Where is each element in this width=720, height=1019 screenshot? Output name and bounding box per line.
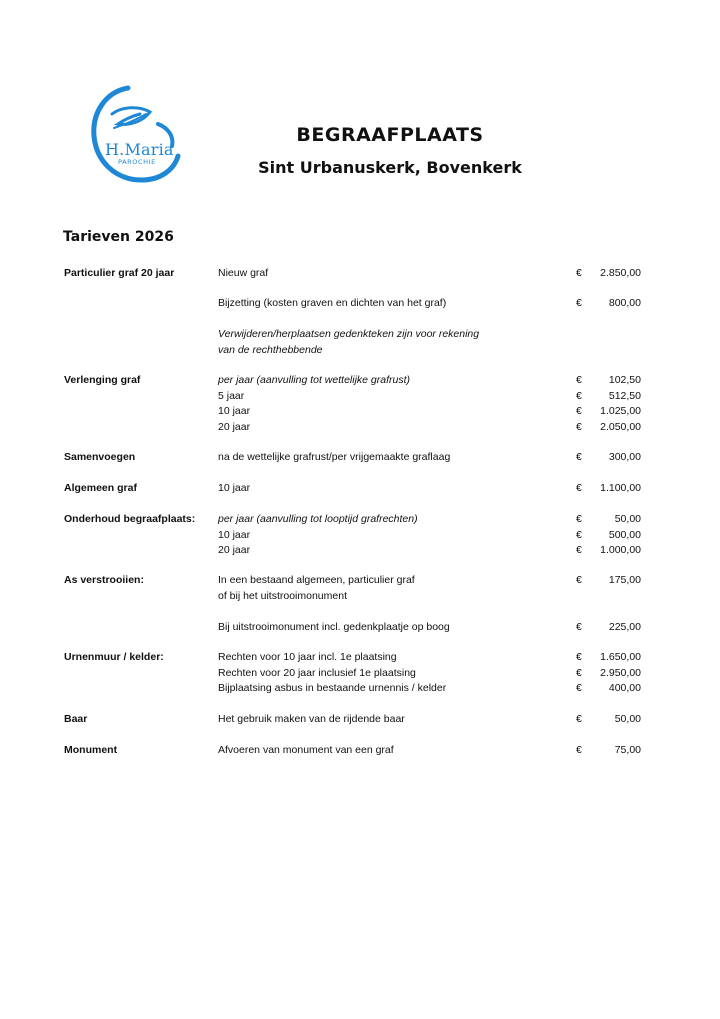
- row-amount: 512,50: [608, 390, 641, 402]
- row-amount: 102,50: [608, 374, 641, 386]
- row-description: Nieuw graf: [218, 267, 269, 279]
- table-row: [0, 711, 720, 727]
- row-description: Afvoeren van monument van een graf: [218, 744, 394, 756]
- row-amount: 2.950,00: [600, 667, 641, 679]
- table-row: [0, 527, 720, 543]
- parish-logo-icon: [88, 84, 184, 184]
- row-description: Verwijderen/herplaatsen gedenkteken zijn voor rekening: [218, 328, 480, 340]
- row-label: Verlenging graf: [64, 374, 141, 386]
- table-row: [0, 265, 720, 281]
- row-amount: 800,00: [608, 297, 641, 309]
- row-description: Bij uitstrooimonument incl. gedenkplaatje op boog: [218, 621, 450, 633]
- page-subtitle: Sint Urbanuskerk, Bovenkerk: [258, 158, 522, 177]
- table-row: [0, 449, 720, 465]
- table-row: [0, 542, 720, 558]
- row-currency: €: [576, 574, 582, 586]
- row-currency: €: [576, 390, 582, 402]
- row-label: Algemeen graf: [64, 482, 137, 494]
- logo-text: H.Maria: [105, 140, 174, 159]
- table-row: [0, 572, 720, 588]
- row-currency: €: [576, 482, 582, 494]
- table-row: [0, 372, 720, 388]
- row-currency: €: [576, 421, 582, 433]
- row-label: Samenvoegen: [64, 451, 136, 463]
- row-description: of bij het uitstrooimonument: [218, 590, 347, 602]
- row-description: Het gebruik maken van de rijdende baar: [218, 713, 405, 725]
- row-description: 20 jaar: [218, 421, 251, 433]
- row-currency: €: [576, 713, 582, 725]
- row-description: Bijplaatsing asbus in bestaande urnennis / kelder: [218, 682, 447, 694]
- row-label: Baar: [64, 713, 88, 725]
- row-currency: €: [576, 405, 582, 417]
- row-currency: €: [576, 267, 582, 279]
- table-row: [0, 403, 720, 419]
- row-description: per jaar (aanvulling tot wettelijke grafrust): [218, 374, 411, 386]
- table-row: [0, 680, 720, 696]
- row-currency: €: [576, 682, 582, 694]
- row-amount: 75,00: [614, 744, 641, 756]
- row-currency: €: [576, 544, 582, 556]
- row-amount: 1.025,00: [600, 405, 641, 417]
- row-description: 10 jaar: [218, 482, 251, 494]
- table-row: [0, 588, 720, 604]
- row-description: In een bestaand algemeen, particulier graf: [218, 574, 415, 586]
- row-amount: 1.100,00: [600, 482, 641, 494]
- table-row: [0, 295, 720, 311]
- row-amount: 1.650,00: [600, 651, 641, 663]
- row-currency: €: [576, 297, 582, 309]
- row-currency: €: [576, 451, 582, 463]
- row-description: Rechten voor 10 jaar incl. 1e plaatsing: [218, 651, 397, 663]
- row-amount: 500,00: [608, 529, 641, 541]
- row-currency: €: [576, 529, 582, 541]
- row-amount: 225,00: [608, 621, 641, 633]
- table-row: [0, 511, 720, 527]
- row-description: 20 jaar: [218, 544, 251, 556]
- row-description: na de wettelijke grafrust/per vrijgemaakte graflaag: [218, 451, 451, 463]
- row-currency: €: [576, 744, 582, 756]
- row-amount: 300,00: [608, 451, 641, 463]
- row-amount: 400,00: [608, 682, 641, 694]
- row-description: Bijzetting (kosten graven en dichten van het graf): [218, 297, 447, 309]
- row-amount: 1.000,00: [600, 544, 641, 556]
- table-row: [0, 342, 720, 358]
- row-currency: €: [576, 621, 582, 633]
- table-row: [0, 619, 720, 635]
- page-title: BEGRAAFPLAATS: [296, 124, 484, 146]
- row-description: 5 jaar: [218, 390, 245, 402]
- row-description: per jaar (aanvulling tot looptijd grafrechten): [218, 513, 418, 525]
- table-row: [0, 480, 720, 496]
- row-amount: 2.850,00: [600, 267, 641, 279]
- table-row: [0, 742, 720, 758]
- row-label: Urnenmuur / kelder:: [64, 651, 164, 663]
- table-row: [0, 326, 720, 342]
- table-row: [0, 649, 720, 665]
- row-amount: 2.050,00: [600, 421, 641, 433]
- table-row: [0, 388, 720, 404]
- row-description: van de rechthebbende: [218, 344, 323, 356]
- row-label: Particulier graf 20 jaar: [64, 267, 175, 279]
- row-currency: €: [576, 667, 582, 679]
- row-description: 10 jaar: [218, 405, 251, 417]
- row-description: 10 jaar: [218, 529, 251, 541]
- row-currency: €: [576, 513, 582, 525]
- row-currency: €: [576, 374, 582, 386]
- row-amount: 50,00: [614, 513, 641, 525]
- section-title: Tarieven 2026: [63, 229, 174, 245]
- table-row: [0, 419, 720, 435]
- logo-subtext: PAROCHIE: [118, 158, 156, 166]
- row-label: As verstrooiien:: [64, 574, 144, 586]
- row-amount: 50,00: [614, 713, 641, 725]
- row-label: Monument: [64, 744, 118, 756]
- row-amount: 175,00: [608, 574, 641, 586]
- row-currency: €: [576, 651, 582, 663]
- row-label: Onderhoud begraafplaats:: [64, 513, 196, 525]
- table-row: [0, 665, 720, 681]
- row-description: Rechten voor 20 jaar inclusief 1e plaatsing: [218, 667, 416, 679]
